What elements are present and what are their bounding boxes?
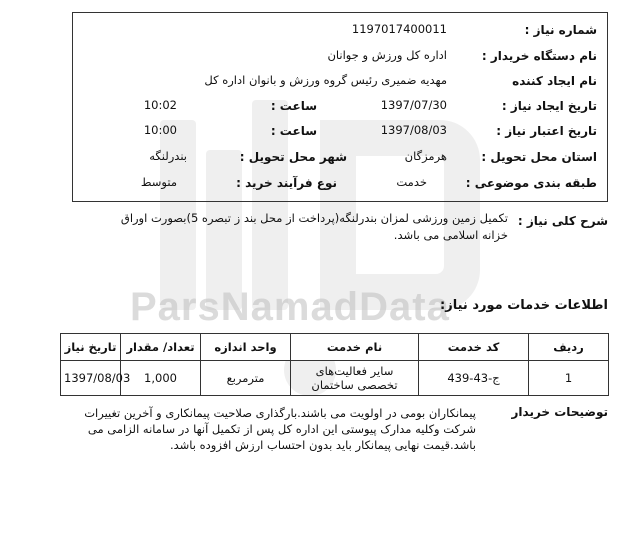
col-header-service-code: کد خدمت	[419, 334, 529, 361]
col-header-quantity: تعداد/ مقدار	[121, 334, 201, 361]
cell-service-name: سایر فعالیت‌های تخصصی ساختمان	[291, 361, 419, 396]
cell-quantity: 1,000	[121, 361, 201, 396]
process: متوسط	[140, 175, 177, 189]
created-date: 1397/07/30	[380, 98, 447, 112]
general-description: تکمیل زمین ورزشی لمزان بندرلنگه(پرداخت از محل بند ز تبصره 5)بصورت اوراق خزانه اسلامی می باشد.	[120, 211, 508, 242]
table-row	[61, 361, 609, 396]
city: بندرلنگه	[149, 149, 187, 163]
validity-date: 1397/08/03	[380, 123, 447, 137]
created-date-label: تاریخ ایجاد نیاز :	[501, 99, 597, 113]
tender-number: 1197017400011	[351, 22, 447, 36]
created-time: 10:02	[143, 98, 177, 112]
tender-info-box	[72, 12, 608, 202]
validity-time-label: ساعت :	[270, 124, 317, 138]
col-header-row-number: ردیف	[529, 334, 609, 361]
validity-time: 10:00	[143, 123, 177, 137]
created-time-label: ساعت :	[270, 99, 317, 113]
services-header-row	[61, 334, 609, 361]
creator-name: مهدیه ضمیری رئیس گروه ورزش و بانوان اداره کل	[204, 73, 447, 87]
category-label: طبقه بندی موضوعی :	[465, 176, 597, 190]
buyer-notes: پیمانکاران بومی در اولویت می باشند.بارگذاری صلاحیت پیمانکاری و آخرین تغییرات شرکت وکلیه مدارک پیوستی این اداره کل پس از تکمیل آنها در سامانه الزامی می باشد.قیمت نهایی پیمانکار باید بدون احتساب ارزش افزوده باشد.	[84, 406, 476, 452]
cell-need-date: 1397/08/03	[61, 361, 121, 396]
col-header-need-date: تاریخ نیاز	[61, 334, 121, 361]
cell-unit: مترمربع	[201, 361, 291, 396]
creator-label: نام ایجاد کننده	[512, 74, 597, 88]
category: خدمت	[396, 175, 427, 189]
buyer-notes-label: توضیحات خریدار	[511, 405, 608, 419]
province-label: استان محل تحویل :	[481, 150, 597, 164]
general-description-label: شرح کلی نیاز :	[517, 214, 608, 228]
buyer-name: اداره کل ورزش و جوانان	[327, 48, 447, 62]
city-label: شهر محل تحویل :	[239, 150, 347, 164]
province: هرمزگان	[404, 149, 447, 163]
services-table	[60, 333, 609, 396]
col-header-service-name: نام خدمت	[291, 334, 419, 361]
tender-number-label: شماره نیاز :	[524, 23, 597, 37]
cell-row-number: 1	[529, 361, 609, 396]
col-header-unit: واحد اندازه	[201, 334, 291, 361]
validity-date-label: تاریخ اعتبار نیاز :	[496, 124, 597, 138]
buyer-label: نام دستگاه خریدار :	[481, 49, 597, 63]
services-section-title: اطلاعات خدمات مورد نیاز:	[440, 298, 608, 313]
watermark-text: ParsNamadData	[130, 285, 450, 329]
cell-service-code: ج-43-439	[419, 361, 529, 396]
process-label: نوع فرآیند خرید :	[236, 176, 337, 190]
